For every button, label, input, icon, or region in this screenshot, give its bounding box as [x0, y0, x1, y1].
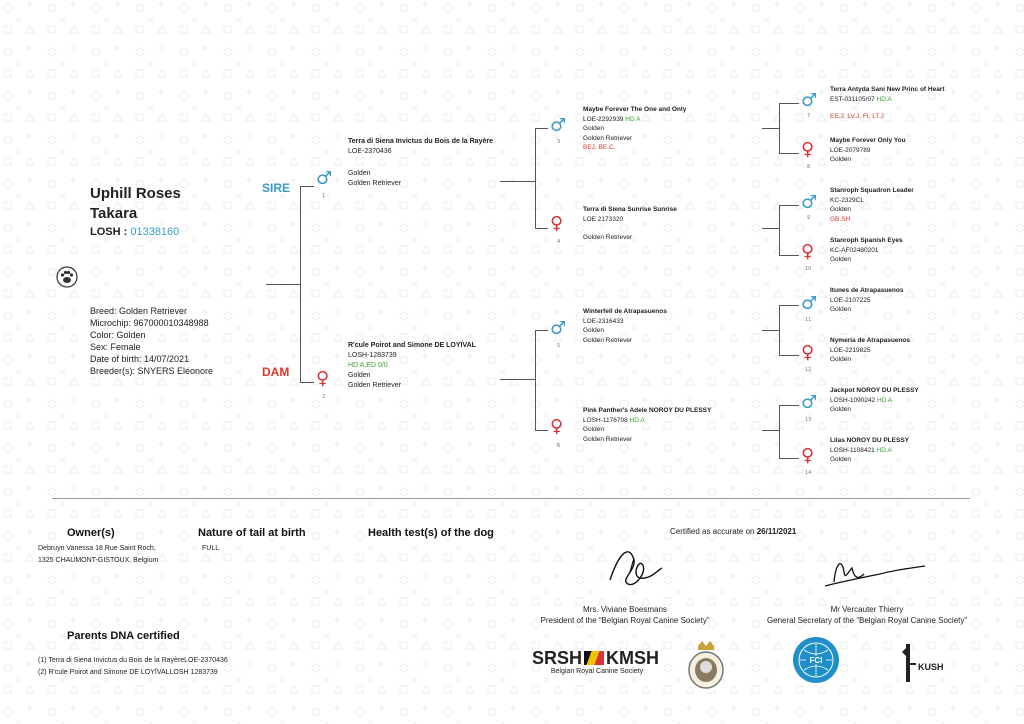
tail-value: FULL	[202, 545, 220, 552]
ancestor-reg: LOE 2173320	[583, 215, 624, 223]
ancestor-number: 14	[805, 470, 812, 476]
president-signature	[600, 540, 670, 590]
tree-line	[300, 186, 314, 187]
ancestor-12	[830, 336, 1010, 365]
tree-line	[779, 305, 799, 306]
ancestor-color: Golden	[830, 206, 851, 213]
ancestor-health: HD A	[876, 396, 893, 404]
ancestor-number: 7	[807, 113, 811, 119]
ancestor-name: Terra Antyda Sani New Princ of Heart	[830, 86, 945, 93]
ancestor-number: 4	[557, 239, 561, 245]
sire-label: SIRE	[262, 181, 291, 195]
tree-line	[300, 382, 314, 383]
ancestor-name: Stanroph Squadron Leader	[830, 187, 914, 194]
ancestor-reg: LOE-2219825	[830, 346, 871, 354]
ancestor-reg: LOSH-1090242	[830, 396, 876, 404]
owner-line1: Debruyn Vanessa 18 Rue Saint Roch,	[38, 545, 156, 552]
male-icon: ♂	[550, 115, 567, 136]
ancestor-breed: Golden Retriever	[583, 134, 633, 142]
male-icon: ♂	[801, 293, 818, 314]
tree-line	[779, 405, 780, 458]
female-icon: ♀	[550, 416, 564, 437]
ancestor-14	[830, 436, 1010, 465]
ancestor-name: Winterfell de Atrapasuenos	[583, 308, 667, 315]
breeder-text: Breeder(s): SNYERS Eléonore	[90, 366, 214, 376]
ancestor-name: R'cule Poirot and Simone DE LOYÏVAL	[348, 342, 476, 349]
dna-item-1: (1) Terra di Siena Invictus du Bois de la RayèreLOE-2370436	[38, 657, 228, 664]
dog-name-line1: Uphill Roses	[90, 185, 181, 202]
sire-info	[348, 137, 498, 189]
ancestor-number: 1	[322, 193, 326, 199]
losh-label: LOSH :	[90, 226, 128, 238]
ancestor-number: 10	[805, 266, 812, 272]
tree-line	[779, 355, 799, 356]
ancestor-number: 13	[805, 417, 812, 423]
male-icon: ♂	[801, 392, 818, 413]
certified-text: Certified as accurate on	[670, 527, 755, 536]
tree-line	[779, 405, 799, 406]
ancestor-reg: KC-2329CL	[830, 196, 864, 204]
tree-line	[266, 284, 301, 285]
ancestor-number: 6	[557, 443, 561, 449]
ancestor-breed: Golden Retriever	[583, 234, 633, 241]
sex-text: Sex: Female	[90, 342, 141, 352]
health-title: Health test(s) of the dog	[368, 527, 494, 539]
ancestor-4	[583, 205, 758, 243]
ancestor-name: Terra di Siena Invictus du Bois de la Rayère	[348, 138, 493, 145]
ancestor-health: HD A	[629, 416, 645, 424]
dog-identity	[90, 184, 181, 240]
ancestor-7	[830, 85, 1010, 122]
ancestor-reg: LOE-2316433	[583, 317, 624, 325]
tree-line	[762, 330, 780, 331]
ancestor-name: Lilas NOROY DU PLESSY	[830, 437, 909, 444]
president-block	[520, 604, 730, 626]
president-name: Mrs. Viviane Boesmans	[583, 605, 667, 614]
ancestor-color: Golden	[583, 426, 604, 433]
ancestor-color: Golden	[830, 356, 851, 363]
microchip-text: Microchip: 967000010348988	[90, 318, 209, 328]
fci-logo-icon	[792, 636, 840, 684]
ancestor-name: Stanroph Spanish Eyes	[830, 237, 903, 244]
owner-title: Owner(s)	[67, 527, 115, 539]
ancestor-number: 9	[807, 215, 811, 221]
ancestor-13	[830, 386, 1010, 415]
tree-line	[779, 205, 799, 206]
secretary-block	[742, 604, 992, 626]
dob-text: Date of birth: 14/07/2021	[90, 354, 190, 364]
female-icon: ♀	[550, 213, 564, 234]
tree-line	[500, 181, 536, 182]
losh-number: 01338160	[130, 226, 180, 238]
logo-subtitle: Belgian Royal Canine Society	[550, 668, 644, 675]
ancestor-titles: EE.J, LV.J, FI, LT.J	[830, 113, 884, 120]
ancestor-name: Jackpot NOROY DU PLESSY	[830, 387, 919, 394]
ancestor-breed: Golden Retriever	[348, 382, 401, 389]
female-icon: ♀	[316, 368, 330, 389]
tail-title: Nature of tail at birth	[198, 527, 306, 539]
flag-stripe-icon	[584, 651, 604, 665]
ancestor-name: Maybe Forever The One and Only	[583, 106, 687, 113]
tree-line	[762, 128, 780, 129]
ancestor-health: HD A	[876, 446, 892, 454]
ancestor-health: HD A,ED 0/0	[348, 362, 388, 369]
ancestor-health: HD A	[625, 115, 641, 123]
ancestor-reg: EST-031105/07	[830, 95, 875, 103]
owner-info	[38, 543, 158, 567]
secretary-name: Mr Vercauter Thierry	[830, 605, 904, 614]
ancestor-8	[830, 136, 1010, 165]
ancestor-reg: LOE-2370436	[348, 148, 392, 155]
tree-line	[535, 330, 548, 331]
male-icon: ♂	[801, 90, 818, 111]
ancestor-color: Golden	[830, 456, 851, 463]
logo-kmsh-text: KMSH	[606, 648, 660, 668]
certified-line	[670, 527, 796, 536]
tree-line	[762, 430, 780, 431]
ancestor-reg: LOE-2292939	[583, 115, 624, 123]
logo-srsh-text: SRSH	[532, 648, 583, 668]
male-icon: ♂	[316, 168, 333, 189]
ancestor-color: Golden	[583, 327, 604, 334]
ancestor-5	[583, 307, 758, 345]
color-text: Color: Golden	[90, 330, 146, 340]
ancestor-breed: Golden Retriever	[348, 180, 401, 187]
ancestor-reg: LOE-2079789	[830, 146, 871, 154]
ancestor-reg: LOSH-1283739	[348, 352, 397, 359]
ancestor-number: 12	[805, 367, 812, 373]
ancestor-number: 8	[807, 164, 811, 170]
ancestor-titles: GB.SH	[830, 215, 851, 223]
ancestor-reg: KC-AF02480201	[830, 246, 879, 254]
dna-list	[38, 655, 228, 679]
ancestor-11	[830, 286, 1010, 315]
ancestor-breed: Golden Retriever	[583, 336, 633, 344]
owner-line2: 1325 CHAUMONT-GISTOUX, Belgium	[38, 557, 159, 564]
ancestor-number: 3	[557, 139, 561, 145]
tree-line	[762, 228, 780, 229]
ancestor-color: Golden	[830, 256, 851, 263]
srsh-logo	[532, 648, 672, 675]
ancestor-name: Terra di Siena Sunrise Sunrise	[583, 206, 677, 213]
tree-line	[779, 305, 780, 355]
royal-crest-icon	[684, 640, 728, 690]
secretary-role: General Secretary of the “Belgian Royal Canine Society”	[766, 616, 968, 625]
ancestor-name: Nymeria de Atrapasuenos	[830, 337, 910, 344]
tree-line	[535, 228, 548, 229]
dna-title: Parents DNA certified	[67, 630, 180, 642]
kusch-text: KUSH	[918, 662, 944, 672]
tree-line	[779, 205, 780, 255]
kusch-logo-icon	[900, 642, 950, 684]
ancestor-color: Golden	[830, 306, 851, 313]
tree-line	[535, 430, 548, 431]
ancestor-color: Golden	[348, 170, 371, 177]
ancestor-color: Golden	[583, 125, 604, 132]
paw-icon	[56, 266, 78, 288]
male-icon: ♂	[801, 192, 818, 213]
dam-info	[348, 341, 518, 391]
fci-text: FCI	[809, 656, 823, 665]
ancestor-color: Golden	[830, 156, 851, 163]
ancestor-number: 2	[322, 394, 326, 400]
secretary-signature	[820, 552, 930, 592]
female-icon: ♀	[801, 445, 815, 466]
tree-line	[779, 255, 799, 256]
ancestor-titles: BEJ, BE.C.	[583, 144, 616, 151]
tree-line	[779, 103, 799, 104]
tree-line	[500, 379, 536, 380]
ancestor-name: Pink Panther's Adele NOROY DU PLESSY	[583, 407, 712, 414]
ancestor-color: Golden	[830, 406, 851, 413]
female-icon: ♀	[801, 342, 815, 363]
dam-label: DAM	[262, 365, 290, 379]
ancestor-3	[583, 105, 758, 153]
ancestor-reg: LOSH-1176708	[583, 416, 628, 424]
president-role: President of the “Belgian Royal Canine Society”	[540, 616, 710, 625]
ancestor-name: Itunes de Atrapasuenos	[830, 287, 904, 294]
ancestor-reg: LOSH-1108421	[830, 446, 875, 454]
ancestor-6	[583, 406, 758, 444]
ancestor-9	[830, 186, 1010, 224]
tree-line	[535, 128, 548, 129]
female-icon: ♀	[801, 241, 815, 262]
tree-line	[300, 186, 301, 382]
tree-line	[779, 458, 799, 459]
breed-text: Breed: Golden Retriever	[90, 306, 188, 316]
ancestor-10	[830, 236, 1010, 265]
tree-line	[535, 128, 536, 228]
tree-line	[535, 330, 536, 430]
ancestor-health: HD A	[876, 95, 892, 103]
ancestor-number: 5	[557, 343, 561, 349]
tree-line	[779, 153, 799, 154]
dna-item-2: (2) R'cule Poirot and Simone DE LOYÏVALLOSH 1283739	[38, 669, 218, 676]
ancestor-name: Maybe Forever Only You	[830, 137, 906, 144]
male-icon: ♂	[550, 318, 567, 339]
female-icon: ♀	[801, 139, 815, 160]
dog-name-line2: Takara	[90, 205, 138, 222]
divider	[52, 498, 970, 499]
ancestor-reg: LOE-2107225	[830, 296, 871, 304]
ancestor-breed: Golden Retriever	[583, 435, 633, 443]
tree-line	[779, 103, 780, 153]
dog-details	[90, 305, 213, 377]
ancestor-color: Golden	[348, 372, 371, 379]
ancestor-number: 11	[805, 317, 812, 323]
certified-date: 26/11/2021	[756, 527, 797, 536]
